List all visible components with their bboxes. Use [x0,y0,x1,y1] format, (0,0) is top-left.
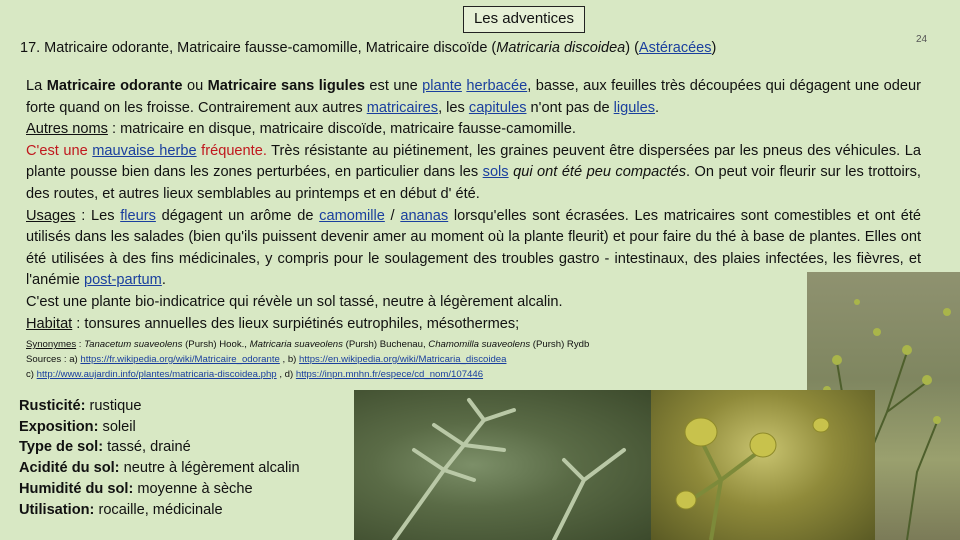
text-run: , b) [279,354,300,365]
paragraph-habitat [26,314,921,336]
text-run: : matricaire en disque, matricaire discoïde, matricaire fausse-camomille. [107,121,576,138]
family-link[interactable]: Astéracées [638,40,712,56]
fact-row [19,479,300,500]
photo-flower-heads [651,390,875,540]
text-run-italic: qui ont été peu compactés [508,164,686,181]
text-run: , basse, aux feuilles très découpées qui dégagent une odeur forte quand on les froisse. Contrairement aux autres [26,78,921,116]
label-habitat: Habitat [26,315,73,332]
section-header: Les adventices [463,6,585,33]
title-suffix: ) [711,40,717,56]
text-run: ou [182,78,208,94]
synonym-2: Matricaria suaveolens [249,339,343,350]
sources-line-1 [26,352,666,367]
fact-row [19,458,300,479]
text-run: . [161,272,166,289]
fact-label: Acidité du sol: [19,460,120,477]
text-run: / [384,207,401,224]
source-link-d[interactable]: https://inpn.mnhn.fr/espece/cd_nom/107446 [295,369,484,380]
text-run: c) [26,369,37,380]
text-run: , les [438,99,469,116]
link-camomille[interactable]: camomille [319,207,385,224]
text-run: (Pursh) Rydb [530,339,590,350]
photo-leaf-closeup-drawing [354,390,651,540]
title-middle: ) ( [625,40,639,56]
fact-value: soleil [98,418,136,435]
sources-line-2 [26,367,666,382]
fact-label: Exposition: [19,418,99,435]
fact-row [19,417,300,438]
title-scientific-name: Matricaria discoidea [496,40,626,56]
link-fleurs[interactable]: fleurs [120,207,156,224]
text-run: . [655,99,660,116]
fact-label: Type de sol: [19,439,104,456]
paragraph-other-names [26,119,921,141]
fact-value: rocaille, médicinale [94,501,223,518]
synonym-3: Chamomilla suaveolens [428,339,531,350]
text-run-red: fréquente. [196,142,267,159]
label-synonyms: Synonymes [26,339,77,350]
plant-facts [19,396,300,520]
link-plante[interactable]: plante [422,78,462,94]
photo-leaf-closeup [354,390,651,540]
text-run: Très résistante au piétinement, les graines peuvent être dispersées par les pneus des véhicules. La plante pousse bien dans les zones perturbées, en particulier dans les [26,142,921,181]
text-run: (Pursh) Buchenau, [342,339,429,350]
paragraph-weed [26,141,921,206]
link-ananas[interactable]: ananas [400,207,449,224]
page-number: 24 [916,34,928,45]
fact-row [19,396,300,417]
common-name-1: Matricaire odorante [46,78,183,94]
text-run: : [76,339,85,350]
common-name-2: Matricaire sans ligules [207,78,365,94]
fact-value: tassé, drainé [103,439,191,456]
link-sols[interactable]: sols [482,164,509,181]
text-run: : tonsures annuelles des lieux surpiétinés eutrophiles, mésothermes; [72,315,520,332]
text-run: . On peut voir fleurir sur les trottoirs, des routes, et autres lieux semblables au printemps et en début d' été. [26,164,921,202]
fact-label: Utilisation: [19,501,95,518]
synonyms-line [26,337,666,352]
text-run: La [26,78,47,94]
paragraph-usages [26,206,921,292]
link-herbacee[interactable]: herbacée [466,78,528,94]
text-run: est une [364,78,423,94]
fact-label: Rusticité: [19,398,86,414]
link-ligules[interactable]: ligules [613,99,656,116]
text-run: n'ont pas de [526,99,614,116]
source-link-c[interactable]: http://www.aujardin.info/plantes/matricaria-discoidea.php [36,369,277,380]
link-capitules[interactable]: capitules [468,99,527,116]
link-post-partum[interactable]: post-partum [83,272,162,289]
fact-label: Humidité du sol: [19,480,134,497]
synonym-1: Tanacetum suaveolens [84,339,183,350]
fact-value: rustique [85,398,142,414]
source-link-b[interactable]: https://en.wikipedia.org/wiki/Matricaria_discoidea [299,354,507,365]
paragraph-bioindicator: C'est une plante bio-indicatrice qui révèle un sol tassé, neutre à légèrement alcalin. [26,293,563,310]
label-other-names: Autres noms [26,121,108,138]
text-run: dégagent un arôme de [155,207,320,224]
synonyms-sources [26,337,666,382]
link-matricaires[interactable]: matricaires [366,99,439,116]
text-run: lorsqu'elles sont écrasées. Les matricaires sont comestibles et ont été utilisés dans les salades (bien qu'ils puissent devenir amer au moment où la plante fleurit) et pour faire du thé à base de plantes. Elles ont été utilisées à des fins médicinales, y compris pour le soulagement des troubles gastro - intestinaux, des plaies infectées, les fièvres, et l'anémie [26,207,921,289]
text-run: (Pursh) Hook., [182,339,250,350]
description-body [26,76,921,335]
source-link-a[interactable]: https://fr.wikipedia.org/wiki/Matricaire_odorante [80,354,280,365]
text-run: : Les [75,207,121,224]
text-run-red: C'est une [26,142,93,159]
fact-row [19,437,300,458]
title-prefix: 17. Matricaire odorante, Matricaire fausse-camomille, Matricaire discoïde ( [20,40,497,56]
link-mauvaise-herbe[interactable]: mauvaise herbe [92,142,197,159]
fact-value: neutre à légèrement alcalin [119,460,300,477]
paragraph-intro [26,76,921,119]
text-run: , d) [276,369,296,380]
photo-flower-heads-drawing [651,390,875,540]
fact-row [19,500,300,521]
text-run: Sources : a) [26,354,81,365]
plant-title [20,40,716,56]
label-usages: Usages [26,207,76,224]
fact-value: moyenne à sèche [133,480,253,497]
